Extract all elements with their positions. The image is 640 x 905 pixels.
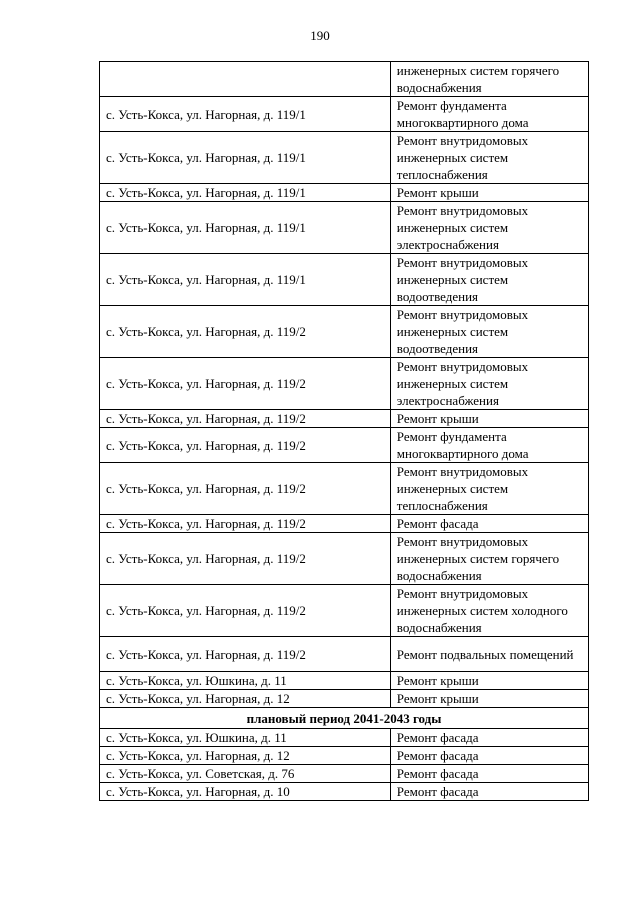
address-cell: с. Усть-Кокса, ул. Нагорная, д. 119/1 <box>100 184 391 202</box>
address-cell: с. Усть-Кокса, ул. Нагорная, д. 119/1 <box>100 132 391 184</box>
work-type-cell: Ремонт внутридомовых инженерных систем горячего водоснабжения <box>390 533 588 585</box>
address-cell: с. Усть-Кокса, ул. Нагорная, д. 119/2 <box>100 637 391 672</box>
work-type-cell: Ремонт крыши <box>390 410 588 428</box>
table-row <box>100 729 589 747</box>
address-cell: с. Усть-Кокса, ул. Нагорная, д. 12 <box>100 747 391 765</box>
work-type-cell: Ремонт фундамента многоквартирного дома <box>390 97 588 132</box>
address-cell: с. Усть-Кокса, ул. Нагорная, д. 10 <box>100 783 391 801</box>
address-cell: с. Усть-Кокса, ул. Нагорная, д. 119/1 <box>100 97 391 132</box>
address-cell: с. Усть-Кокса, ул. Нагорная, д. 12 <box>100 690 391 708</box>
work-type-cell: Ремонт внутридомовых инженерных систем теплоснабжения <box>390 463 588 515</box>
address-cell: с. Усть-Кокса, ул. Нагорная, д. 119/1 <box>100 254 391 306</box>
table-row <box>100 306 589 358</box>
work-type-cell: Ремонт фундамента многоквартирного дома <box>390 428 588 463</box>
table-row <box>100 672 589 690</box>
work-type-cell: Ремонт фасада <box>390 765 588 783</box>
work-type-cell: Ремонт внутридомовых инженерных систем водоотведения <box>390 306 588 358</box>
table-row <box>100 184 589 202</box>
table-row <box>100 428 589 463</box>
address-cell: с. Усть-Кокса, ул. Нагорная, д. 119/2 <box>100 306 391 358</box>
table-row <box>100 515 589 533</box>
table-row <box>100 410 589 428</box>
table-row <box>100 637 589 672</box>
work-type-cell: Ремонт внутридомовых инженерных систем водоотведения <box>390 254 588 306</box>
address-cell: с. Усть-Кокса, ул. Нагорная, д. 119/2 <box>100 533 391 585</box>
address-cell: с. Усть-Кокса, ул. Нагорная, д. 119/2 <box>100 358 391 410</box>
table-row <box>100 358 589 410</box>
address-cell: с. Усть-Кокса, ул. Нагорная, д. 119/2 <box>100 428 391 463</box>
table-row <box>100 765 589 783</box>
table-row <box>100 132 589 184</box>
table-row <box>100 783 589 801</box>
address-cell: с. Усть-Кокса, ул. Юшкина, д. 11 <box>100 729 391 747</box>
table-row <box>100 747 589 765</box>
address-cell: с. Усть-Кокса, ул. Нагорная, д. 119/1 <box>100 202 391 254</box>
address-cell <box>100 62 391 97</box>
section-heading-row <box>100 708 589 729</box>
table-row <box>100 585 589 637</box>
work-type-cell: Ремонт внутридомовых инженерных систем теплоснабжения <box>390 132 588 184</box>
address-cell: с. Усть-Кокса, ул. Нагорная, д. 119/2 <box>100 585 391 637</box>
page-number: 190 <box>310 28 330 43</box>
work-type-cell: Ремонт внутридомовых инженерных систем электроснабжения <box>390 202 588 254</box>
work-type-cell: Ремонт фасада <box>390 729 588 747</box>
works-table <box>99 61 589 801</box>
table-row <box>100 62 589 97</box>
work-type-cell: Ремонт фасада <box>390 515 588 533</box>
address-cell: с. Усть-Кокса, ул. Нагорная, д. 119/2 <box>100 410 391 428</box>
section-heading: плановый период 2041-2043 годы <box>100 708 589 729</box>
address-cell: с. Усть-Кокса, ул. Советская, д. 76 <box>100 765 391 783</box>
work-type-cell: Ремонт крыши <box>390 184 588 202</box>
address-cell: с. Усть-Кокса, ул. Нагорная, д. 119/2 <box>100 463 391 515</box>
work-type-cell: Ремонт внутридомовых инженерных систем холодного водоснабжения <box>390 585 588 637</box>
table-row <box>100 97 589 132</box>
table-row <box>100 254 589 306</box>
table-row <box>100 533 589 585</box>
work-type-cell: Ремонт фасада <box>390 783 588 801</box>
table-row <box>100 690 589 708</box>
address-cell: с. Усть-Кокса, ул. Юшкина, д. 11 <box>100 672 391 690</box>
table-row <box>100 202 589 254</box>
work-type-cell: Ремонт крыши <box>390 690 588 708</box>
works-table-body <box>100 62 589 801</box>
work-type-cell: Ремонт внутридомовых инженерных систем электроснабжения <box>390 358 588 410</box>
work-type-cell: Ремонт подвальных помещений <box>390 637 588 672</box>
address-cell: с. Усть-Кокса, ул. Нагорная, д. 119/2 <box>100 515 391 533</box>
table-row <box>100 463 589 515</box>
work-type-cell: инженерных систем горячего водоснабжения <box>390 62 588 97</box>
work-type-cell: Ремонт крыши <box>390 672 588 690</box>
work-type-cell: Ремонт фасада <box>390 747 588 765</box>
